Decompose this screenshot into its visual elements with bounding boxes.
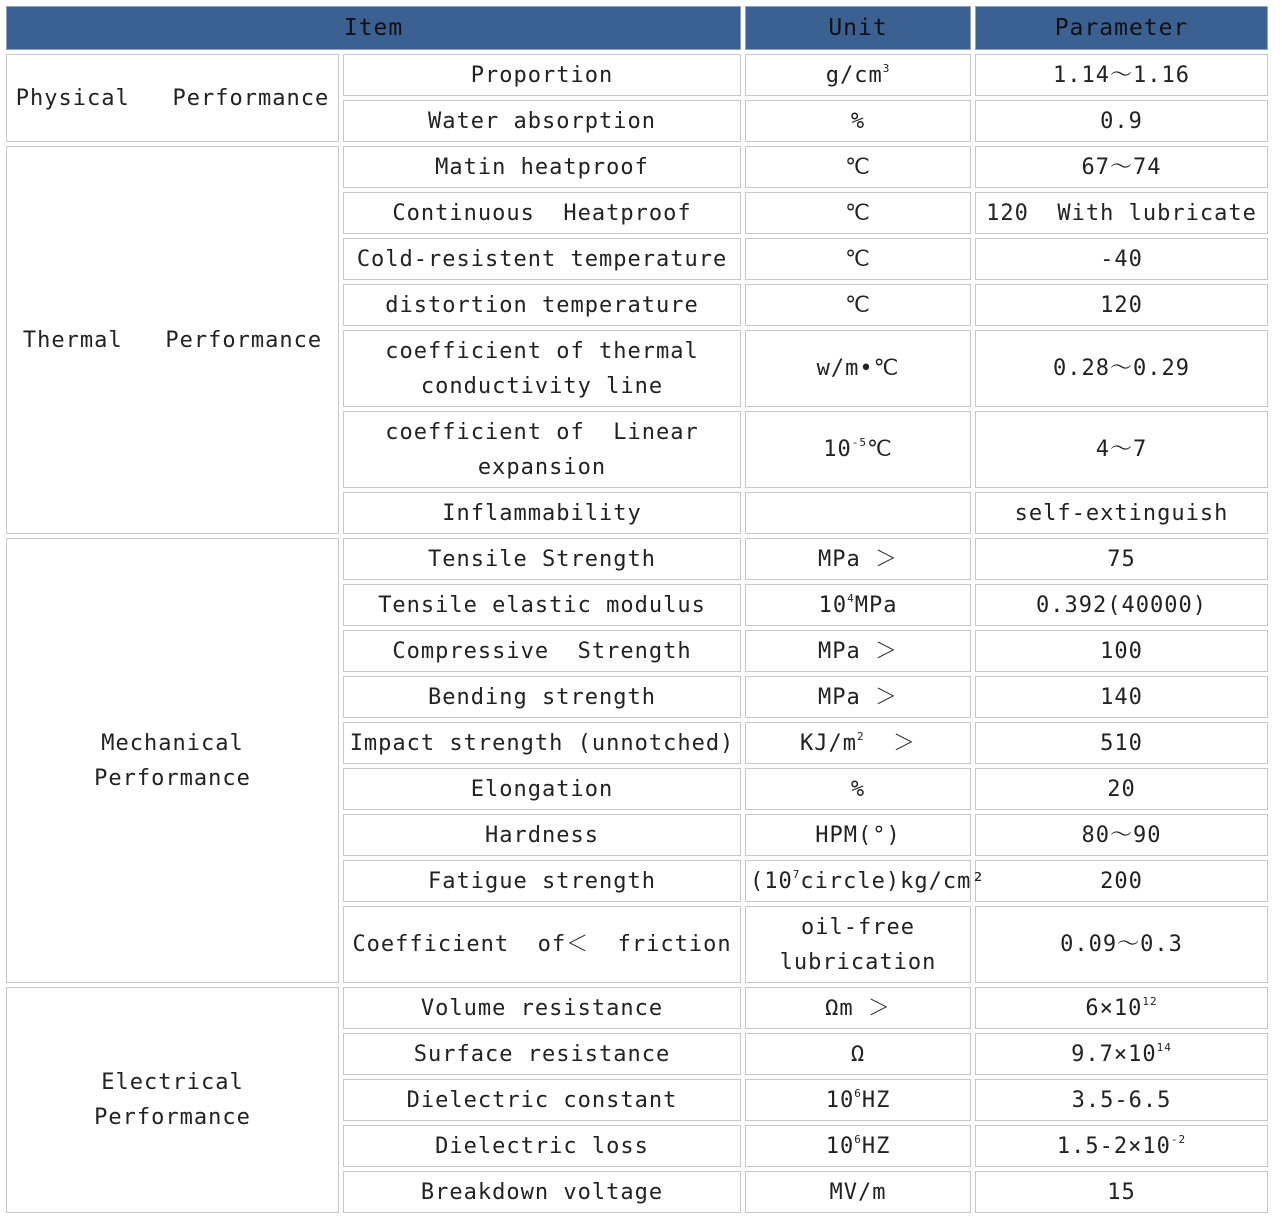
parameter-cell — [975, 146, 1268, 188]
unit-cell — [745, 492, 971, 534]
parameter-cell — [975, 722, 1268, 764]
parameter-cell — [975, 906, 1268, 983]
item-cell: Matin heatproof — [343, 146, 741, 188]
parameter-text: 1.14～1.16 — [1053, 62, 1190, 88]
parameter-cell — [975, 630, 1268, 672]
item-cell: Proportion — [343, 54, 741, 96]
item-cell: Water absorption — [343, 100, 741, 142]
parameter-cell — [975, 492, 1268, 534]
unit-cell — [745, 584, 971, 626]
item-cell: Tensile elastic modulus — [343, 584, 741, 626]
unit-cell — [745, 146, 971, 188]
unit-text: 10 — [825, 1087, 855, 1113]
unit-text: ℃ — [845, 292, 871, 318]
parameter-cell — [975, 676, 1268, 718]
item-cell: Bending strength — [343, 676, 741, 718]
unit-superscript: 7 — [792, 867, 801, 881]
parameter-text: self-extinguish — [1014, 500, 1229, 526]
unit-cell — [745, 238, 971, 280]
table-row — [6, 54, 1268, 96]
unit-cell — [745, 722, 971, 764]
item-cell: Elongation — [343, 768, 741, 810]
group-label: Electrical Performance — [6, 987, 339, 1213]
unit-suffix: HZ — [861, 1087, 891, 1113]
unit-suffix: HZ — [861, 1133, 891, 1159]
unit-text: MV/m — [829, 1179, 887, 1205]
parameter-cell — [975, 1079, 1268, 1121]
unit-cell — [745, 284, 971, 326]
parameter-cell — [975, 192, 1268, 234]
parameter-text: 0.09～0.3 — [1060, 932, 1183, 957]
header-row — [6, 6, 1268, 50]
item-cell: Compressive Strength — [343, 630, 741, 672]
unit-cell — [745, 1125, 971, 1167]
unit-superscript: 6 — [854, 1086, 862, 1100]
parameter-text: 0.9 — [1100, 108, 1143, 134]
unit-text: Ωm ＞ — [825, 995, 891, 1021]
parameter-cell — [975, 411, 1268, 488]
unit-text: (10 — [750, 868, 793, 894]
parameter-text: 80～90 — [1081, 822, 1162, 848]
parameter-text: 100 — [1100, 638, 1143, 664]
item-cell: Breakdown voltage — [343, 1171, 741, 1213]
parameter-cell — [975, 238, 1268, 280]
item-cell: Inflammability — [343, 492, 741, 534]
parameter-cell — [975, 54, 1268, 96]
parameter-cell — [975, 100, 1268, 142]
parameter-cell — [975, 1033, 1268, 1075]
parameter-superscript: -2 — [1170, 1132, 1187, 1146]
item-cell: coefficient of Linear expansion — [343, 411, 741, 488]
unit-text: 10 — [823, 437, 852, 462]
unit-cell — [745, 630, 971, 672]
unit-text: % — [850, 776, 866, 802]
unit-cell — [745, 987, 971, 1029]
unit-text: % — [850, 108, 866, 134]
unit-superscript: 2 — [856, 729, 865, 743]
unit-cell — [745, 768, 971, 810]
unit-cell — [745, 54, 971, 96]
parameter-superscript: 14 — [1156, 1040, 1172, 1054]
parameter-text: 0.392(40000) — [1036, 592, 1207, 618]
unit-text: w/m•℃ — [816, 356, 900, 381]
parameter-text: 9.7×10 — [1071, 1041, 1157, 1067]
parameter-text: 75 — [1107, 546, 1136, 572]
header-unit: Unit — [745, 6, 971, 50]
item-cell: Impact strength (unnotched) — [343, 722, 741, 764]
unit-text: KJ/m — [799, 730, 857, 756]
parameter-text: -40 — [1100, 246, 1143, 272]
item-cell: Dielectric loss — [343, 1125, 741, 1167]
group-label: Thermal Performance — [6, 146, 339, 534]
parameter-text: 120 With lubricate — [986, 200, 1257, 226]
unit-cell — [745, 814, 971, 856]
spec-table — [2, 2, 1272, 1217]
unit-suffix: MPa — [854, 592, 898, 618]
unit-text: Ω — [850, 1041, 866, 1067]
item-cell: Hardness — [343, 814, 741, 856]
parameter-text: 1.5-2×10 — [1056, 1133, 1171, 1159]
unit-cell — [745, 100, 971, 142]
unit-suffix: circle)kg/cm² — [800, 868, 986, 894]
unit-text: ℃ — [845, 200, 871, 226]
parameter-text: 140 — [1100, 684, 1143, 710]
spec-table-body — [6, 54, 1268, 1213]
item-cell: Volume resistance — [343, 987, 741, 1029]
item-cell: Continuous Heatproof — [343, 192, 741, 234]
parameter-cell — [975, 1171, 1268, 1213]
unit-cell — [745, 538, 971, 580]
unit-text: 10 — [825, 1133, 855, 1159]
parameter-text: 3.5-6.5 — [1071, 1087, 1172, 1113]
unit-superscript: 3 — [882, 61, 891, 75]
unit-text: MPa ＞ — [818, 684, 898, 710]
parameter-text: 120 — [1100, 292, 1143, 318]
parameter-cell — [975, 1125, 1268, 1167]
parameter-text: 67～74 — [1081, 154, 1162, 180]
parameter-cell — [975, 330, 1268, 407]
parameter-cell — [975, 860, 1268, 902]
unit-superscript: -5 — [851, 436, 868, 449]
item-cell: coefficient of thermal conductivity line — [343, 330, 741, 407]
table-row — [6, 146, 1268, 188]
item-cell: Tensile Strength — [343, 538, 741, 580]
unit-text: 10 — [818, 592, 848, 618]
unit-cell — [745, 1171, 971, 1213]
unit-cell — [745, 1079, 971, 1121]
unit-text: ℃ — [845, 154, 871, 180]
unit-text: ℃ — [845, 246, 871, 272]
parameter-cell — [975, 584, 1268, 626]
parameter-cell — [975, 987, 1268, 1029]
parameter-cell — [975, 538, 1268, 580]
parameter-text: 510 — [1100, 730, 1143, 756]
unit-cell — [745, 906, 971, 983]
item-cell: Fatigue strength — [343, 860, 741, 902]
parameter-text: 0.28～0.29 — [1053, 356, 1190, 381]
parameter-text: 200 — [1100, 868, 1143, 894]
group-label: Physical Performance — [6, 54, 339, 142]
parameter-superscript: 12 — [1142, 994, 1158, 1008]
item-cell: Dielectric constant — [343, 1079, 741, 1121]
parameter-text: 15 — [1107, 1179, 1136, 1205]
unit-suffix: ＞ — [864, 730, 917, 756]
unit-text: MPa ＞ — [818, 546, 898, 572]
parameter-cell — [975, 814, 1268, 856]
parameter-cell — [975, 284, 1268, 326]
group-label: Mechanical Performance — [6, 538, 339, 983]
table-row — [6, 987, 1268, 1029]
item-cell: Cold-resistent temperature — [343, 238, 741, 280]
item-cell: distortion temperature — [343, 284, 741, 326]
unit-text: MPa ＞ — [818, 638, 898, 664]
parameter-text: 4～7 — [1095, 437, 1148, 462]
header-parameter: Parameter — [975, 6, 1268, 50]
unit-suffix: ℃ — [867, 437, 893, 462]
unit-cell — [745, 860, 986, 902]
parameter-cell — [975, 768, 1268, 810]
unit-cell — [745, 192, 971, 234]
unit-cell — [745, 411, 971, 488]
item-cell: Coefficient of＜ friction — [343, 906, 741, 983]
unit-text: oil-free lubrication — [779, 914, 937, 975]
unit-text: g/cm — [825, 62, 883, 88]
unit-cell — [745, 676, 971, 718]
parameter-text: 20 — [1107, 776, 1136, 802]
spec-table-container — [6, 6, 1276, 1213]
unit-cell — [745, 330, 971, 407]
parameter-text: 6×10 — [1085, 995, 1143, 1021]
table-row — [6, 538, 1268, 580]
item-cell: Surface resistance — [343, 1033, 741, 1075]
unit-superscript: 4 — [847, 591, 855, 605]
header-item: Item — [6, 6, 741, 50]
unit-superscript: 6 — [854, 1132, 862, 1146]
unit-text: HPM(°) — [815, 822, 901, 848]
unit-cell — [745, 1033, 971, 1075]
